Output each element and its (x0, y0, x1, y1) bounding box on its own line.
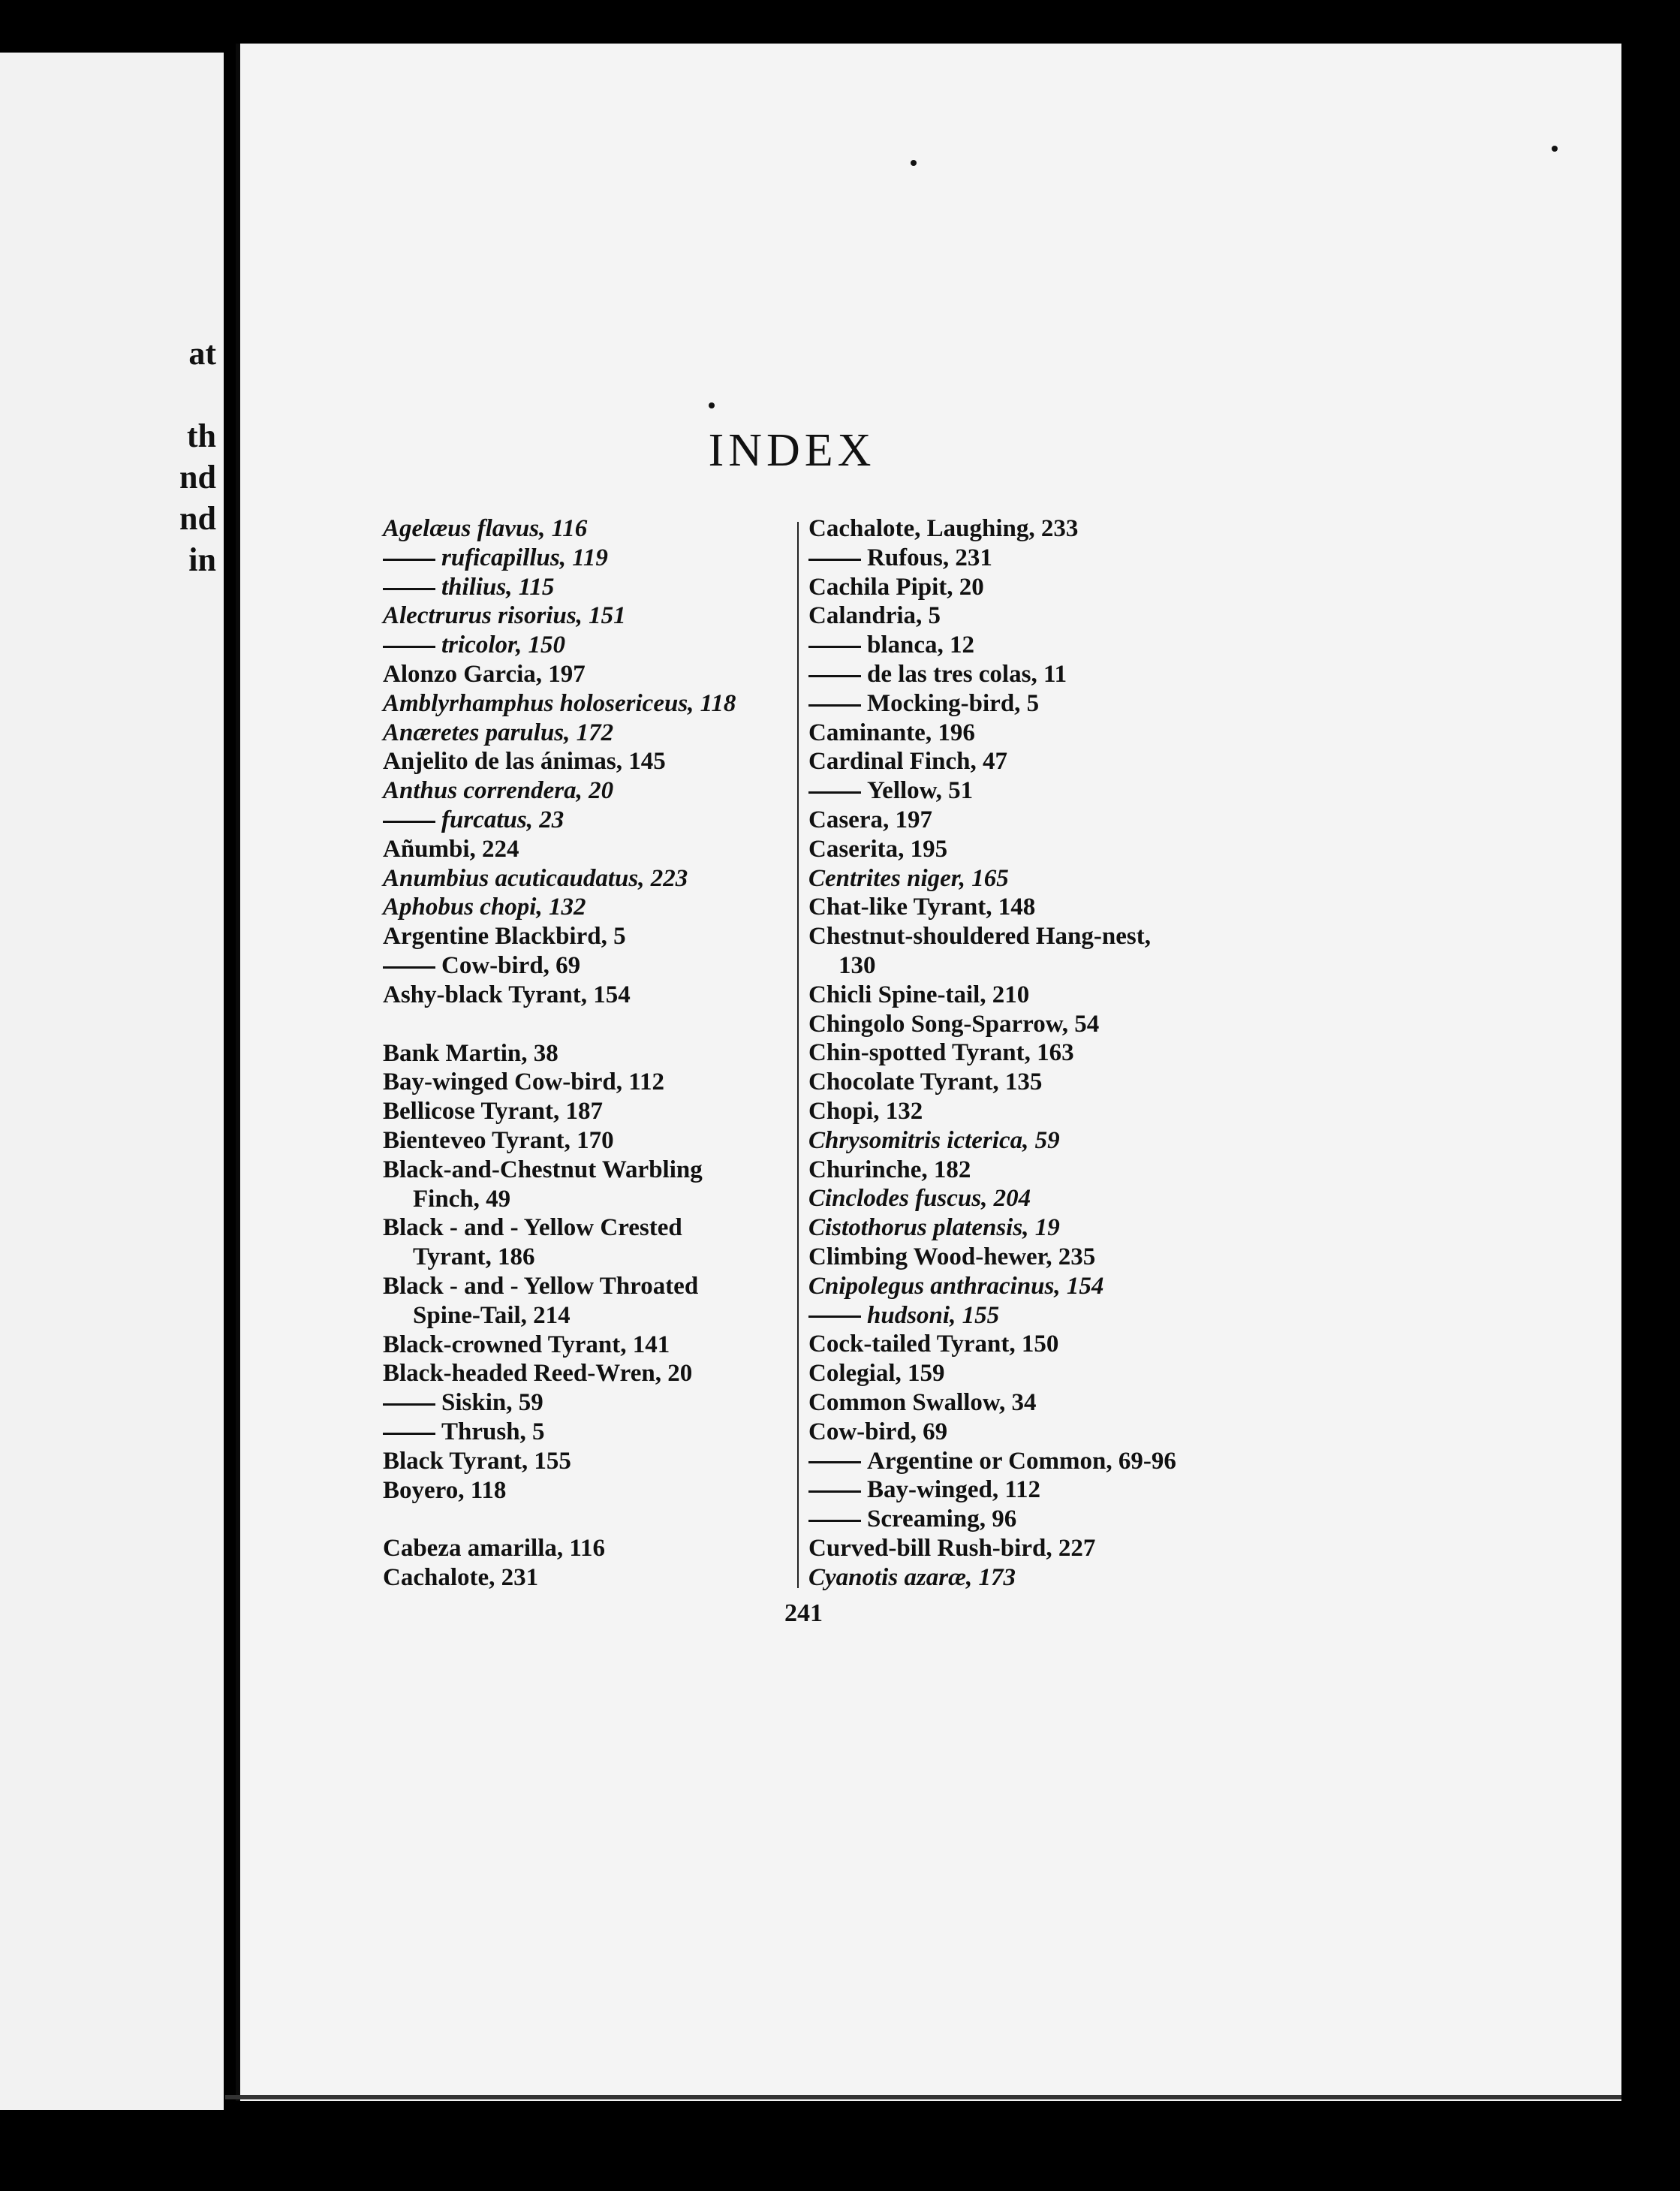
index-entry (383, 689, 773, 719)
entry-text: ruficapillus, 119 (441, 544, 608, 571)
index-entry (808, 1184, 1244, 1213)
entry-text: Cachalote, 231 (383, 1564, 539, 1592)
entry-text: Black-crowned Tyrant, 141 (383, 1331, 670, 1358)
index-entry (383, 544, 773, 573)
index-entry (383, 1331, 773, 1360)
entry-text: Chopi, 132 (808, 1097, 923, 1125)
index-entry (383, 631, 773, 660)
index-entry (383, 1126, 773, 1156)
index-entry (383, 1359, 773, 1388)
entry-text: Cachila Pipit, 20 (808, 573, 984, 601)
repeat-dash (383, 559, 435, 561)
index-entry (808, 1243, 1244, 1272)
text-fragment: at (188, 335, 216, 372)
index-entry (383, 981, 773, 1010)
index-entry (808, 1563, 1244, 1593)
index-entry (383, 1213, 773, 1243)
index-entry (808, 747, 1244, 776)
repeat-dash (808, 791, 861, 794)
repeat-dash (383, 821, 435, 823)
entry-text: Caserita, 195 (808, 835, 948, 863)
index-entry (383, 951, 773, 981)
text-fragment: nd (179, 500, 216, 537)
entry-text: Black - and - Yellow Throated (383, 1272, 699, 1300)
entry-text: Casera, 197 (808, 806, 932, 833)
entry-text: Black-and-Chestnut Warbling (383, 1156, 703, 1183)
entry-text: Siskin, 59 (441, 1389, 543, 1417)
index-entry (383, 1534, 773, 1563)
index-entry (383, 1388, 773, 1418)
section-gap (383, 1505, 773, 1534)
entry-text: Cyanotis azaræ, 173 (808, 1563, 1016, 1591)
entry-text: Chocolate Tyrant, 135 (808, 1068, 1043, 1096)
entry-text: Screaming, 96 (867, 1505, 1017, 1533)
entry-text: Churinche, 182 (808, 1156, 971, 1183)
index-entry (383, 1447, 773, 1476)
speck (709, 402, 715, 408)
entry-text: Argentine Blackbird, 5 (383, 923, 626, 951)
index-entry (383, 1156, 773, 1185)
index-entry (383, 660, 773, 689)
index-entry (808, 1475, 1244, 1505)
entry-text: Anæretes parulus, 172 (383, 719, 614, 746)
index-entry (808, 1418, 1244, 1447)
speck (1552, 146, 1558, 152)
entry-text: Bellicose Tyrant, 187 (383, 1098, 604, 1126)
index-entry (808, 1126, 1244, 1156)
entry-text: Mocking-bird, 5 (867, 689, 1040, 717)
entry-text: Chrysomitris icterica, 59 (808, 1126, 1060, 1154)
entry-text: Chin-spotted Tyrant, 163 (808, 1039, 1074, 1067)
index-entry (808, 1447, 1244, 1476)
column-rule (797, 522, 799, 1588)
index-entry (808, 806, 1244, 835)
index-entry (808, 660, 1244, 689)
entry-text: Aphobus chopi, 132 (383, 894, 586, 921)
entry-text: Cnipolegus anthracinus, 154 (808, 1272, 1104, 1300)
entry-text: Chicli Spine-tail, 210 (808, 981, 1030, 1008)
entry-text: Cinclodes fuscus, 204 (808, 1185, 1031, 1213)
text-fragment: nd (179, 459, 216, 496)
repeat-dash (808, 559, 861, 561)
entry-text: Cabeza amarilla, 116 (383, 1535, 606, 1563)
index-entry (808, 981, 1244, 1010)
text-fragment: th (186, 417, 216, 454)
repeat-dash (383, 1403, 435, 1406)
entry-text: Cow-bird, 69 (441, 951, 581, 979)
entry-text: furcatus, 23 (441, 806, 565, 833)
repeat-dash (808, 1461, 861, 1463)
entry-text: Tyrant, 186 (413, 1243, 535, 1271)
index-entry (808, 1272, 1244, 1301)
entry-text: Yellow, 51 (867, 777, 974, 805)
index-entry (808, 1359, 1244, 1388)
entry-text: Añumbi, 224 (383, 835, 519, 863)
index-entry (383, 1068, 773, 1097)
entry-text: Agelæus flavus, 116 (383, 515, 588, 542)
index-entry (808, 1505, 1244, 1534)
text-fragment: in (188, 541, 216, 578)
index-entry (383, 747, 773, 776)
index-entry (383, 1301, 773, 1331)
index-entry (808, 1156, 1244, 1185)
entry-text: Bay-winged, 112 (867, 1476, 1041, 1504)
index-entry (383, 893, 773, 922)
index-entry (808, 514, 1244, 544)
index-entry (383, 1039, 773, 1068)
index-entry (808, 719, 1244, 748)
index-entry (383, 514, 773, 544)
index-entry (383, 806, 773, 835)
entry-text: Bienteveo Tyrant, 170 (383, 1126, 614, 1154)
entry-text: Rufous, 231 (867, 544, 992, 571)
entry-text: Calandria, 5 (808, 602, 941, 630)
index-entry (808, 951, 1244, 981)
entry-text: Cistothorus platensis, 19 (808, 1214, 1060, 1242)
repeat-dash (383, 1433, 435, 1435)
facing-page-edge (0, 53, 224, 2110)
entry-text: Anthus correndera, 20 (383, 777, 614, 805)
entry-text: de las tres colas, 11 (867, 660, 1067, 688)
entry-text: Centrites niger, 165 (808, 864, 1009, 892)
entry-text: Chingolo Song-Sparrow, 54 (808, 1010, 1100, 1038)
index-entry (808, 631, 1244, 660)
index-entry (808, 864, 1244, 894)
page-title: INDEX (708, 425, 876, 476)
index-entry (808, 1534, 1244, 1563)
repeat-dash (808, 1520, 861, 1522)
index-entry (808, 835, 1244, 864)
index-entry (383, 573, 773, 602)
index-entry (808, 922, 1244, 951)
index-entry (383, 776, 773, 806)
repeat-dash (808, 1490, 861, 1493)
repeat-dash (383, 588, 435, 590)
entry-text: Common Swallow, 34 (808, 1388, 1037, 1416)
entry-text: Alectrurus risorius, 151 (383, 602, 626, 630)
entry-text: Cock-tailed Tyrant, 150 (808, 1331, 1059, 1358)
index-entry (808, 1213, 1244, 1243)
entry-text: hudsoni, 155 (867, 1301, 1000, 1329)
index-entry (808, 1068, 1244, 1097)
entry-text: tricolor, 150 (441, 631, 566, 659)
index-entry (383, 1272, 773, 1301)
index-entry (808, 1097, 1244, 1126)
index-entry (383, 922, 773, 951)
speck (911, 160, 917, 166)
repeat-dash (383, 966, 435, 969)
entry-text: Finch, 49 (413, 1185, 511, 1213)
index-entry (383, 1476, 773, 1505)
page-bottom-edge (225, 2095, 1621, 2099)
entry-text: Bank Martin, 38 (383, 1039, 558, 1067)
entry-text: Anumbius acuticaudatus, 223 (383, 864, 688, 892)
entry-text: Black - and - Yellow Crested (383, 1214, 682, 1242)
entry-text: Anjelito de las ánimas, 145 (383, 748, 666, 776)
index-entry (808, 893, 1244, 922)
repeat-dash (808, 704, 861, 707)
entry-text: Black-headed Reed-Wren, 20 (383, 1360, 693, 1388)
index-entry (383, 719, 773, 748)
index-entry (808, 573, 1244, 602)
entry-text: Spine-Tail, 214 (413, 1301, 571, 1329)
section-gap (383, 1010, 773, 1039)
index-entry (383, 1097, 773, 1126)
index-entry (383, 1563, 773, 1593)
index-entry (383, 835, 773, 864)
index-entry (383, 1418, 773, 1447)
entry-text: Cachalote, Laughing, 233 (808, 515, 1079, 542)
entry-text: Alonzo Garcia, 197 (383, 660, 586, 688)
index-right-column (808, 514, 1244, 1592)
index-entry (808, 689, 1244, 719)
repeat-dash (808, 646, 861, 648)
repeat-dash (808, 1316, 861, 1318)
index-entry (383, 864, 773, 894)
entry-text: Thrush, 5 (441, 1418, 545, 1445)
entry-text: Chat-like Tyrant, 148 (808, 894, 1036, 921)
index-entry (808, 1388, 1244, 1418)
index-entry (383, 1243, 773, 1272)
index-entry (808, 601, 1244, 631)
entry-text: Argentine or Common, 69-96 (867, 1447, 1176, 1475)
entry-text: Colegial, 159 (808, 1360, 945, 1388)
entry-text: Cardinal Finch, 47 (808, 748, 1007, 776)
index-entry (808, 1038, 1244, 1068)
entry-text: Ashy-black Tyrant, 154 (383, 981, 631, 1008)
index-entry (808, 1010, 1244, 1039)
entry-text: thilius, 115 (441, 573, 555, 601)
entry-text: Boyero, 118 (383, 1476, 507, 1504)
entry-text: blanca, 12 (867, 631, 975, 659)
repeat-dash (383, 646, 435, 648)
index-left-column (383, 514, 773, 1593)
entry-text: Climbing Wood-hewer, 235 (808, 1243, 1096, 1270)
index-entry (808, 776, 1244, 806)
repeat-dash (808, 675, 861, 677)
index-entry (808, 1301, 1244, 1331)
index-entry (383, 601, 773, 631)
entry-text: Curved-bill Rush-bird, 227 (808, 1534, 1096, 1562)
index-entry (383, 1185, 773, 1214)
entry-text: Caminante, 196 (808, 719, 975, 746)
entry-text: 130 (838, 951, 876, 979)
index-entry (808, 544, 1244, 573)
entry-text: Bay-winged Cow-bird, 112 (383, 1068, 664, 1096)
entry-text: Cow-bird, 69 (808, 1418, 948, 1445)
entry-text: Chestnut-shouldered Hang-nest, (808, 923, 1151, 951)
entry-text: Black Tyrant, 155 (383, 1447, 571, 1475)
entry-text: Amblyrhamphus holosericeus, 118 (383, 689, 736, 717)
index-entry (808, 1330, 1244, 1359)
page-number: 241 (784, 1599, 823, 1627)
